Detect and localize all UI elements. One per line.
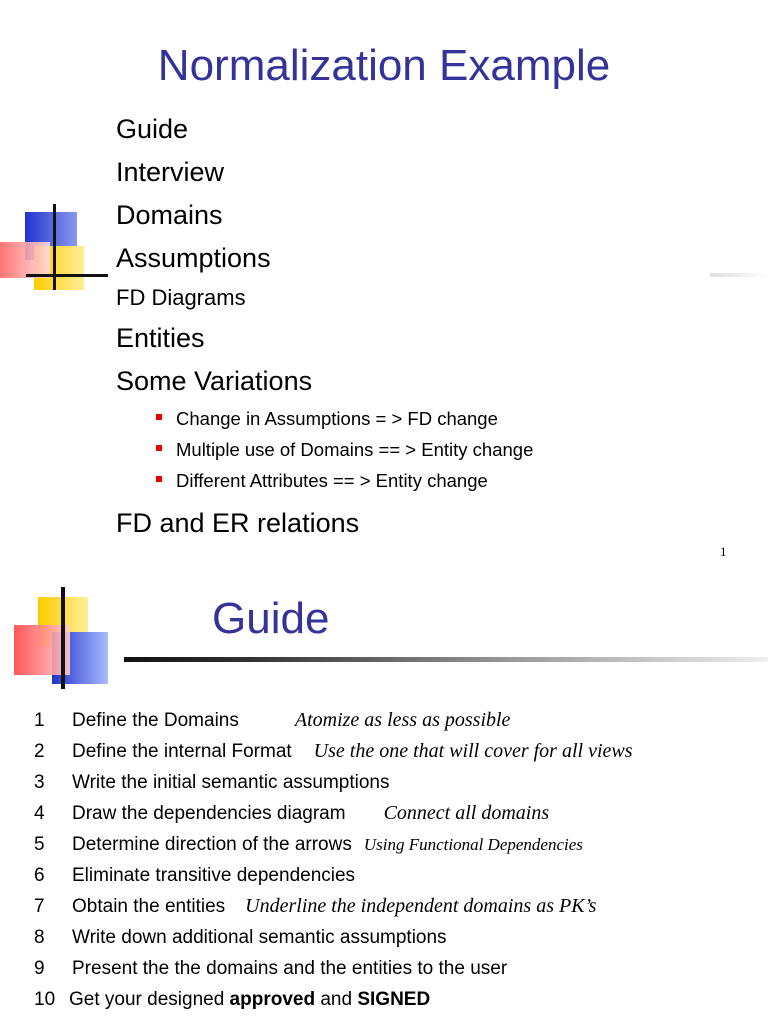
- list-item: Entities: [116, 323, 205, 353]
- title-rule-fade: [710, 273, 768, 277]
- step-row: 10 Get your designed approved and SIGNED: [34, 989, 431, 1010]
- step-row: 7 Obtain the entities Underline the independent domains as PK’s: [34, 895, 597, 917]
- step-row: 2 Define the internal Format Use the one that will cover for all views: [34, 740, 633, 762]
- list-item: FD and ER relations: [116, 508, 360, 538]
- guide-steps-list: [34, 705, 633, 1015]
- sub-list-item: Different Attributes == > Entity change: [156, 465, 533, 496]
- decorative-squares-logo: [14, 587, 114, 687]
- sub-list-item: Multiple use of Domains == > Entity change: [156, 434, 533, 465]
- step-row: 9 Present the the domains and the entities to the user: [34, 958, 508, 979]
- step-row: 4 Draw the dependencies diagram Connect all domains: [34, 802, 550, 824]
- page-number: 1: [720, 544, 727, 559]
- red-square-bullet-icon: [156, 414, 162, 420]
- step-row: 6 Eliminate transitive dependencies: [34, 865, 356, 886]
- list-item: Guide: [116, 114, 189, 144]
- bullet-list: [116, 108, 533, 545]
- slide-title: Normalization Example: [157, 41, 611, 90]
- list-item: Assumptions: [116, 243, 271, 273]
- list-item: Interview: [116, 157, 225, 187]
- red-square-bullet-icon: [156, 476, 162, 482]
- decorative-squares-logo: [0, 200, 110, 295]
- red-square-bullet-icon: [156, 445, 162, 451]
- step-row: 3 Write the initial semantic assumptions: [34, 772, 390, 793]
- list-item: Some Variations: [116, 366, 313, 396]
- sub-bullet-list: [116, 403, 533, 496]
- slide-title: Guide: [212, 594, 330, 643]
- sub-list-item: Change in Assumptions = > FD change: [156, 403, 533, 434]
- title-divider: [124, 657, 768, 662]
- step-row: 5 Determine direction of the arrows Using Functional Dependencies: [34, 834, 583, 855]
- step-row: 8 Write down additional semantic assumptions: [34, 927, 447, 948]
- list-item: Domains: [116, 200, 223, 230]
- list-item: FD Diagrams: [116, 285, 246, 310]
- slide-2: [0, 575, 768, 1024]
- step-row: 1 Define the Domains Atomize as less as possible: [34, 709, 511, 731]
